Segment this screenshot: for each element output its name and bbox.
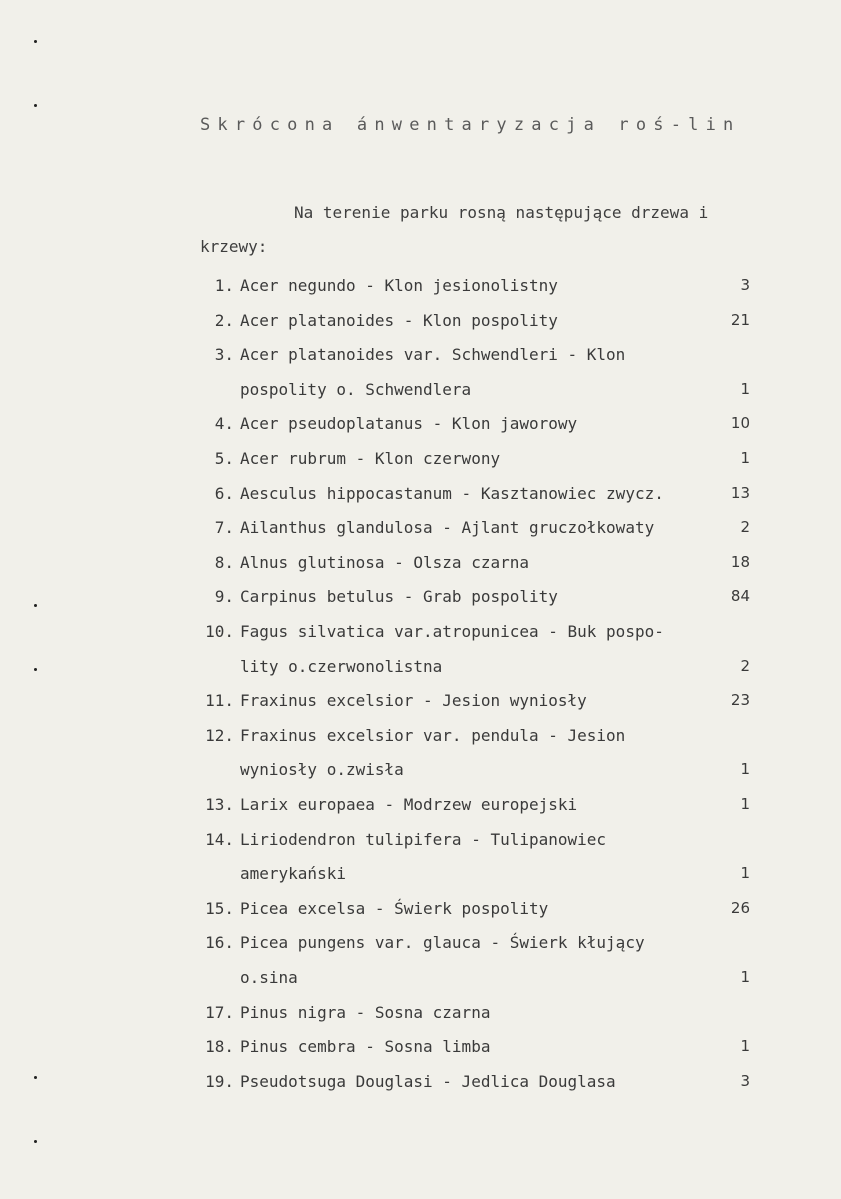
entry-count: 2 — [740, 518, 750, 537]
intro-paragraph — [200, 196, 780, 264]
entry-count: 21 — [730, 310, 750, 329]
entry-number: 17. — [205, 1002, 234, 1022]
entry-text: Acer negundo - Klon jesionolistny — [240, 276, 558, 295]
entry-number: 9. — [214, 587, 234, 607]
entry-count: 3 — [740, 276, 750, 294]
entry-number: 5. — [214, 449, 234, 468]
entry-count: 23 — [730, 691, 750, 710]
entry-count: 18 — [730, 552, 750, 571]
entry-count: 1 — [740, 760, 750, 779]
entry-text: Aesculus hippocastanum - Kasztanowiec zwycz. — [240, 483, 664, 503]
margin-dot — [34, 604, 37, 607]
entry-count: 84 — [730, 587, 750, 606]
entry-count: 3 — [740, 1071, 750, 1090]
document-title: Skrócona ánwentaryzacja roś-lin — [200, 115, 741, 135]
entry-text-continued: amerykański — [240, 864, 346, 884]
entry-number: 16. — [205, 933, 234, 953]
entry-text-continued: lity o.czerwonolistna — [240, 656, 443, 676]
intro-line-1: Na terenie parku rosną następujące drzewa i — [294, 203, 709, 222]
entry-text: Acer rubrum - Klon czerwony — [240, 449, 501, 468]
entry-number: 19. — [205, 1071, 234, 1091]
entry-text: Fraxinus excelsior var. pendula - Jesion — [240, 725, 626, 745]
entry-text: Larix europaea - Modrzew europejski — [240, 795, 578, 814]
entry-text: Acer pseudoplatanus - Klon jaworowy — [240, 414, 578, 434]
entry-text: Fagus silvatica var.atropunicea - Buk pospo- — [240, 622, 664, 641]
entry-text-continued: pospolity o. Schwendlera — [240, 379, 472, 399]
entry-text: Pseudotsuga Douglasi - Jedlica Douglasa — [240, 1071, 616, 1091]
entry-count: 13 — [730, 483, 750, 502]
entry-text: Fraxinus excelsior - Jesion wyniosły — [240, 691, 587, 711]
entry-text: Pinus nigra - Sosna czarna — [240, 1002, 491, 1022]
margin-dot — [34, 668, 37, 671]
entry-text: Acer platanoides var. Schwendleri - Klon — [240, 345, 626, 365]
margin-dot — [34, 40, 37, 43]
entry-text: Ailanthus glandulosa - Ajlant gruczołkowaty — [240, 518, 655, 538]
entry-count: 1 — [740, 449, 750, 467]
entry-count: 1 — [740, 795, 750, 813]
intro-line-2: krzewy: — [200, 237, 268, 256]
margin-dot — [34, 1076, 37, 1079]
entry-count: 1 — [740, 379, 750, 398]
entry-number: 12. — [205, 725, 234, 745]
entry-number: 10. — [205, 622, 234, 641]
entry-number: 8. — [214, 552, 234, 572]
entry-number: 15. — [205, 898, 234, 918]
entry-text: Pinus cembra - Sosna limba — [240, 1037, 491, 1057]
entry-count: 2 — [740, 656, 750, 675]
entry-text: Acer platanoides - Klon pospolity — [240, 310, 558, 330]
entry-count: 26 — [730, 898, 750, 917]
entry-text: Picea excelsa - Świerk pospolity — [240, 898, 549, 918]
entry-text: Picea pungens var. glauca - Świerk kłujący — [240, 933, 645, 953]
entry-number: 3. — [214, 345, 234, 365]
entry-number: 1. — [214, 276, 234, 295]
entry-number: 14. — [205, 829, 234, 849]
entry-number: 2. — [214, 310, 234, 330]
entry-number: 18. — [205, 1037, 234, 1057]
entry-number: 4. — [214, 414, 234, 434]
entry-number: 7. — [214, 518, 234, 538]
entry-number: 6. — [214, 483, 234, 503]
entry-count: 1 — [740, 864, 750, 883]
entry-text: Liriodendron tulipifera - Tulipanowiec — [240, 829, 607, 849]
entry-count: 1 — [740, 967, 750, 986]
entry-count: 1 — [740, 1037, 750, 1056]
entry-text-continued: wyniosły o.zwisła — [240, 760, 404, 780]
margin-dot — [34, 104, 37, 107]
entry-number: 11. — [205, 691, 234, 711]
entry-text: Alnus glutinosa - Olsza czarna — [240, 552, 529, 572]
entry-text: Carpinus betulus - Grab pospolity — [240, 587, 558, 607]
margin-dot — [34, 1140, 37, 1143]
entry-number: 13. — [205, 795, 234, 814]
entry-count: 10 — [730, 414, 750, 433]
entry-text-continued: o.sina — [240, 967, 298, 987]
